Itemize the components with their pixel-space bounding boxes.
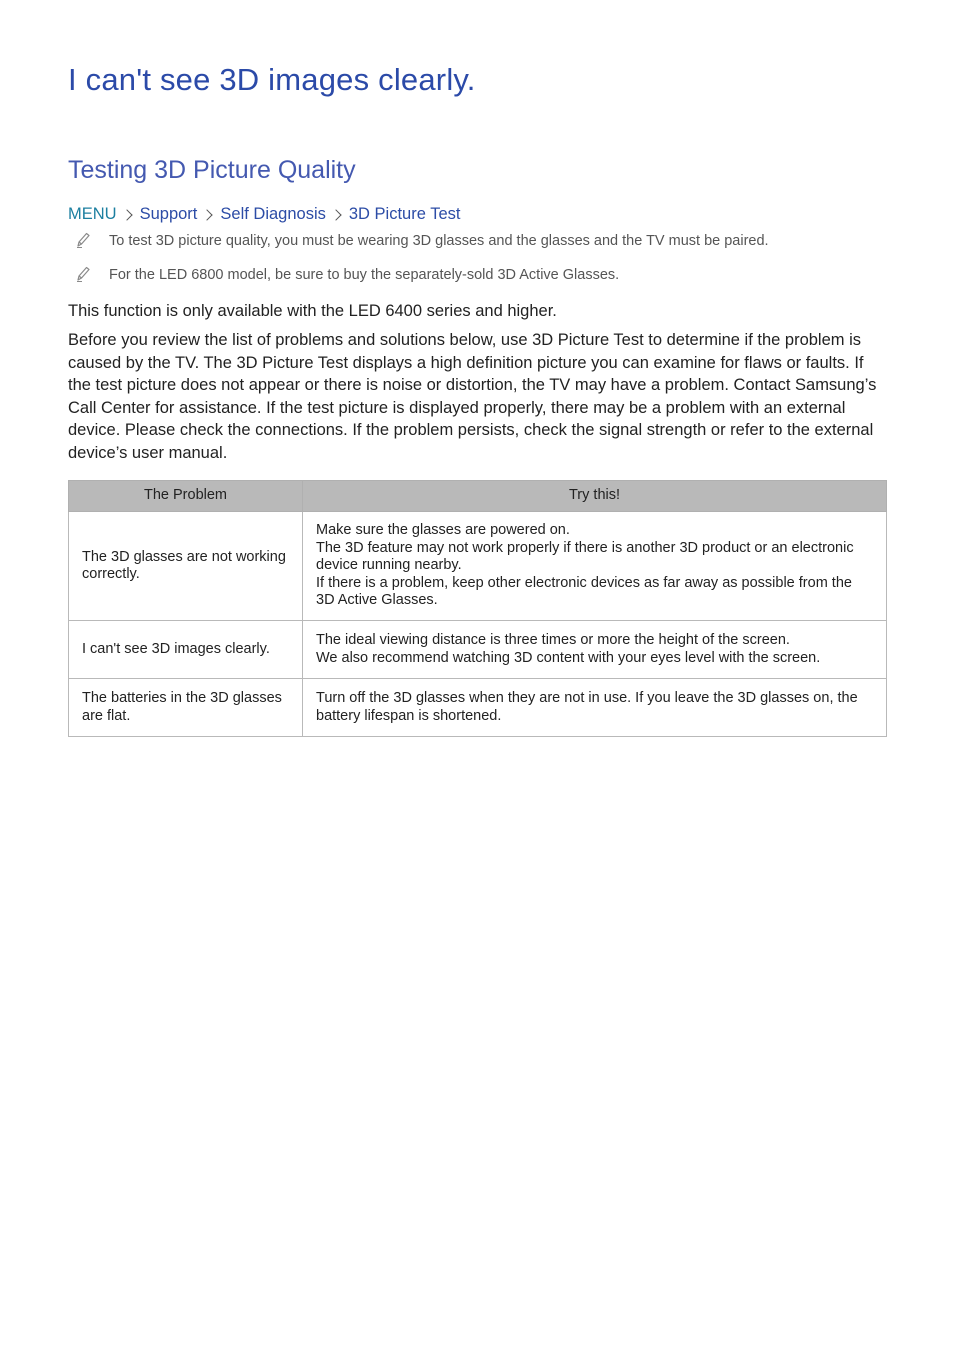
solution-line: Turn off the 3D glasses when they are not in use. If you leave the 3D glasses on, the battery lifespan is shortened.: [316, 690, 858, 724]
availability-paragraph: This function is only available with the LED 6400 series and higher.: [68, 302, 557, 320]
breadcrumb-3d-picture-test[interactable]: 3D Picture Test: [348, 205, 461, 223]
note: [74, 267, 619, 283]
pencil-icon: [74, 265, 92, 283]
solution-line: The ideal viewing distance is three times or more the height of the screen.: [316, 632, 790, 648]
section-title: Testing 3D Picture Quality: [68, 156, 356, 184]
problem-solution-table: [68, 480, 887, 737]
column-header-problem: The Problem: [69, 481, 303, 512]
solution-line: The 3D feature may not work properly if there is another 3D product or an electronic device running nearby.: [316, 539, 854, 574]
solution-line: We also recommend watching 3D content with your eyes level with the screen.: [316, 649, 821, 666]
problem-cell: I can't see 3D images clearly.: [69, 621, 303, 679]
table-row: [69, 512, 887, 621]
table-row: [69, 679, 887, 737]
breadcrumb-self-diagnosis[interactable]: Self Diagnosis: [220, 205, 326, 223]
instructions-paragraph: Before you review the list of problems and solutions below, use 3D Picture Test to determine if the problem is caused by the TV. The 3D Picture Test displays a high definition picture you can examine for flaws or faults. If the test picture does not appear or there is noise or distortion, the TV may have a problem. Contact Samsung’s Call Center for assistance. If the test picture is displayed properly, there may be a problem with an external device. Please check the connections. If the problem persists, check the signal strength or refer to the external device’s user manual.: [68, 331, 877, 462]
breadcrumb-menu[interactable]: MENU: [68, 205, 117, 223]
table-header-row: [69, 481, 887, 512]
solution-line: Make sure the glasses are powered on.: [316, 522, 570, 539]
solution-cell: [303, 679, 887, 737]
solution-cell: [303, 512, 887, 621]
chevron-right-icon: [330, 209, 341, 220]
note: [74, 233, 769, 249]
pencil-icon: [74, 231, 92, 249]
table-row: [69, 621, 887, 679]
note-text: For the LED 6800 model, be sure to buy the separately-sold 3D Active Glasses.: [109, 267, 620, 283]
chevron-right-icon: [121, 209, 132, 220]
breadcrumb-support[interactable]: Support: [139, 205, 198, 223]
chevron-right-icon: [202, 209, 213, 220]
page-title: I can't see 3D images clearly.: [68, 62, 476, 97]
solution-line: If there is a problem, keep other electronic devices as far away as possible from the 3D Active Glasses.: [316, 574, 852, 609]
solution-cell: [303, 621, 887, 679]
note-text: To test 3D picture quality, you must be wearing 3D glasses and the glasses and the TV must be paired.: [109, 233, 769, 249]
breadcrumb: [68, 205, 460, 224]
problem-cell: The 3D glasses are not working correctly.: [69, 512, 303, 621]
column-header-solution: Try this!: [303, 481, 887, 512]
problem-cell: The batteries in the 3D glasses are flat.: [69, 679, 303, 737]
